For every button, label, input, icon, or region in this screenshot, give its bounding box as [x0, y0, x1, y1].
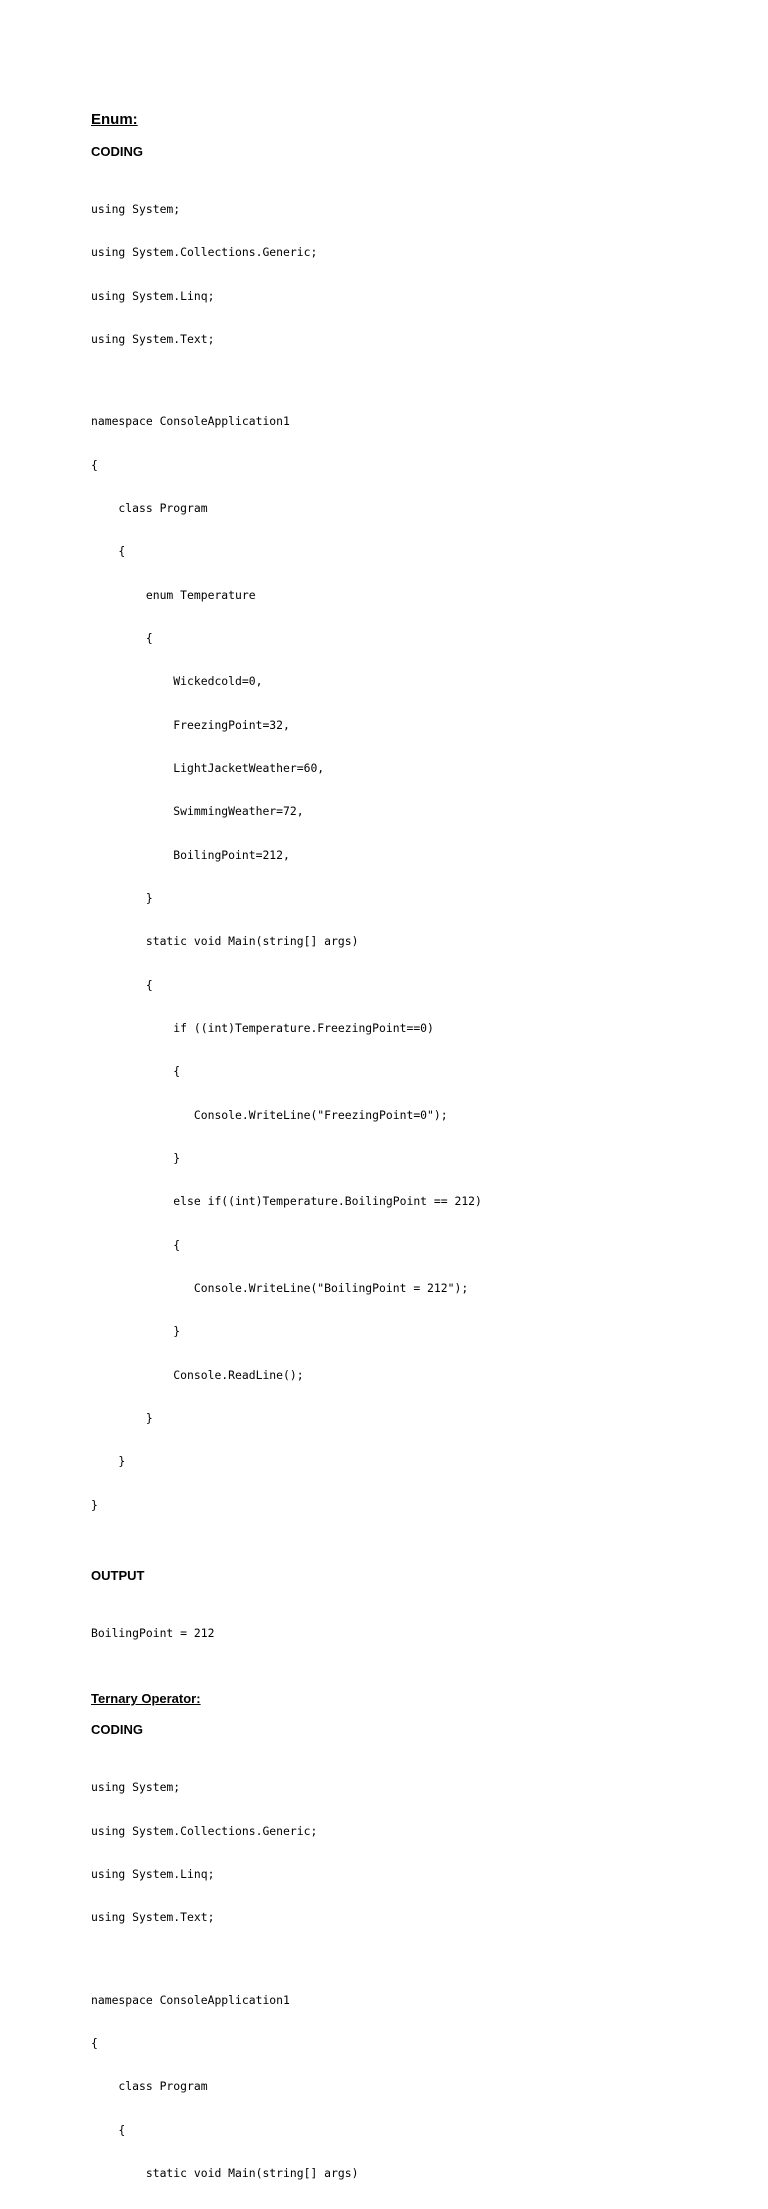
code-line: Wickedcold=0, [91, 674, 263, 689]
code-line: using System.Linq; [91, 1866, 215, 1881]
code-block [91, 385, 731, 1541]
section-title-ternary: Ternary Operator: [91, 1691, 201, 1707]
code-line: { [91, 630, 153, 645]
code-line: FreezingPoint=32, [91, 717, 290, 732]
code-line: SwimmingWeather=72, [91, 804, 304, 819]
code-line: } [91, 1454, 126, 1469]
code-block [91, 1964, 731, 2209]
code-line: { [91, 2122, 126, 2137]
code-line: static void Main(string[] args) [91, 2165, 359, 2180]
code-line: Console.WriteLine("BoilingPoint = 212"); [91, 1281, 469, 1296]
code-line: } [91, 890, 153, 905]
coding-heading: CODING [91, 144, 143, 159]
code-line: using System; [91, 201, 181, 216]
code-line: namespace ConsoleApplication1 [91, 1992, 290, 2007]
coding-heading: CODING [91, 1722, 143, 1738]
code-line: class Program [91, 2079, 208, 2094]
code-line: static void Main(string[] args) [91, 934, 359, 949]
code-line: using System; [91, 1780, 181, 1795]
output-text [91, 1597, 731, 1669]
using-block [91, 1751, 731, 1953]
code-line: Console.WriteLine("FreezingPoint=0"); [91, 1107, 448, 1122]
code-line: { [91, 1237, 181, 1252]
output-heading: OUTPUT [91, 1568, 145, 1584]
code-line: using System.Text; [91, 1910, 215, 1925]
code-line: LightJacketWeather=60, [91, 760, 325, 775]
code-line: } [91, 1151, 181, 1166]
output-line: BoilingPoint = 212 [91, 1626, 215, 1641]
code-line: BoilingPoint=212, [91, 847, 290, 862]
code-line: using System.Linq; [91, 288, 215, 303]
code-line: { [91, 1064, 181, 1079]
using-block [91, 173, 731, 375]
code-line: using System.Text; [91, 331, 215, 346]
code-line: } [91, 1411, 153, 1426]
code-line: } [91, 1324, 181, 1339]
code-line: namespace ConsoleApplication1 [91, 414, 290, 429]
code-line: using System.Collections.Generic; [91, 245, 318, 260]
code-line: { [91, 544, 126, 559]
code-line: { [91, 977, 153, 992]
code-line: { [91, 457, 98, 472]
document-content [91, 110, 731, 2209]
code-line: using System.Collections.Generic; [91, 1823, 318, 1838]
code-line: if ((int)Temperature.FreezingPoint==0) [91, 1021, 434, 1035]
code-line: enum Temperature [91, 587, 256, 602]
code-line: { [91, 2035, 98, 2050]
code-line: class Program [91, 500, 208, 515]
code-line: else if((int)Temperature.BoilingPoint == 212) [91, 1194, 482, 1209]
section-title-enum: Enum: [91, 111, 138, 128]
code-line: Console.ReadLine(); [91, 1367, 304, 1382]
code-line: } [91, 1497, 98, 1512]
